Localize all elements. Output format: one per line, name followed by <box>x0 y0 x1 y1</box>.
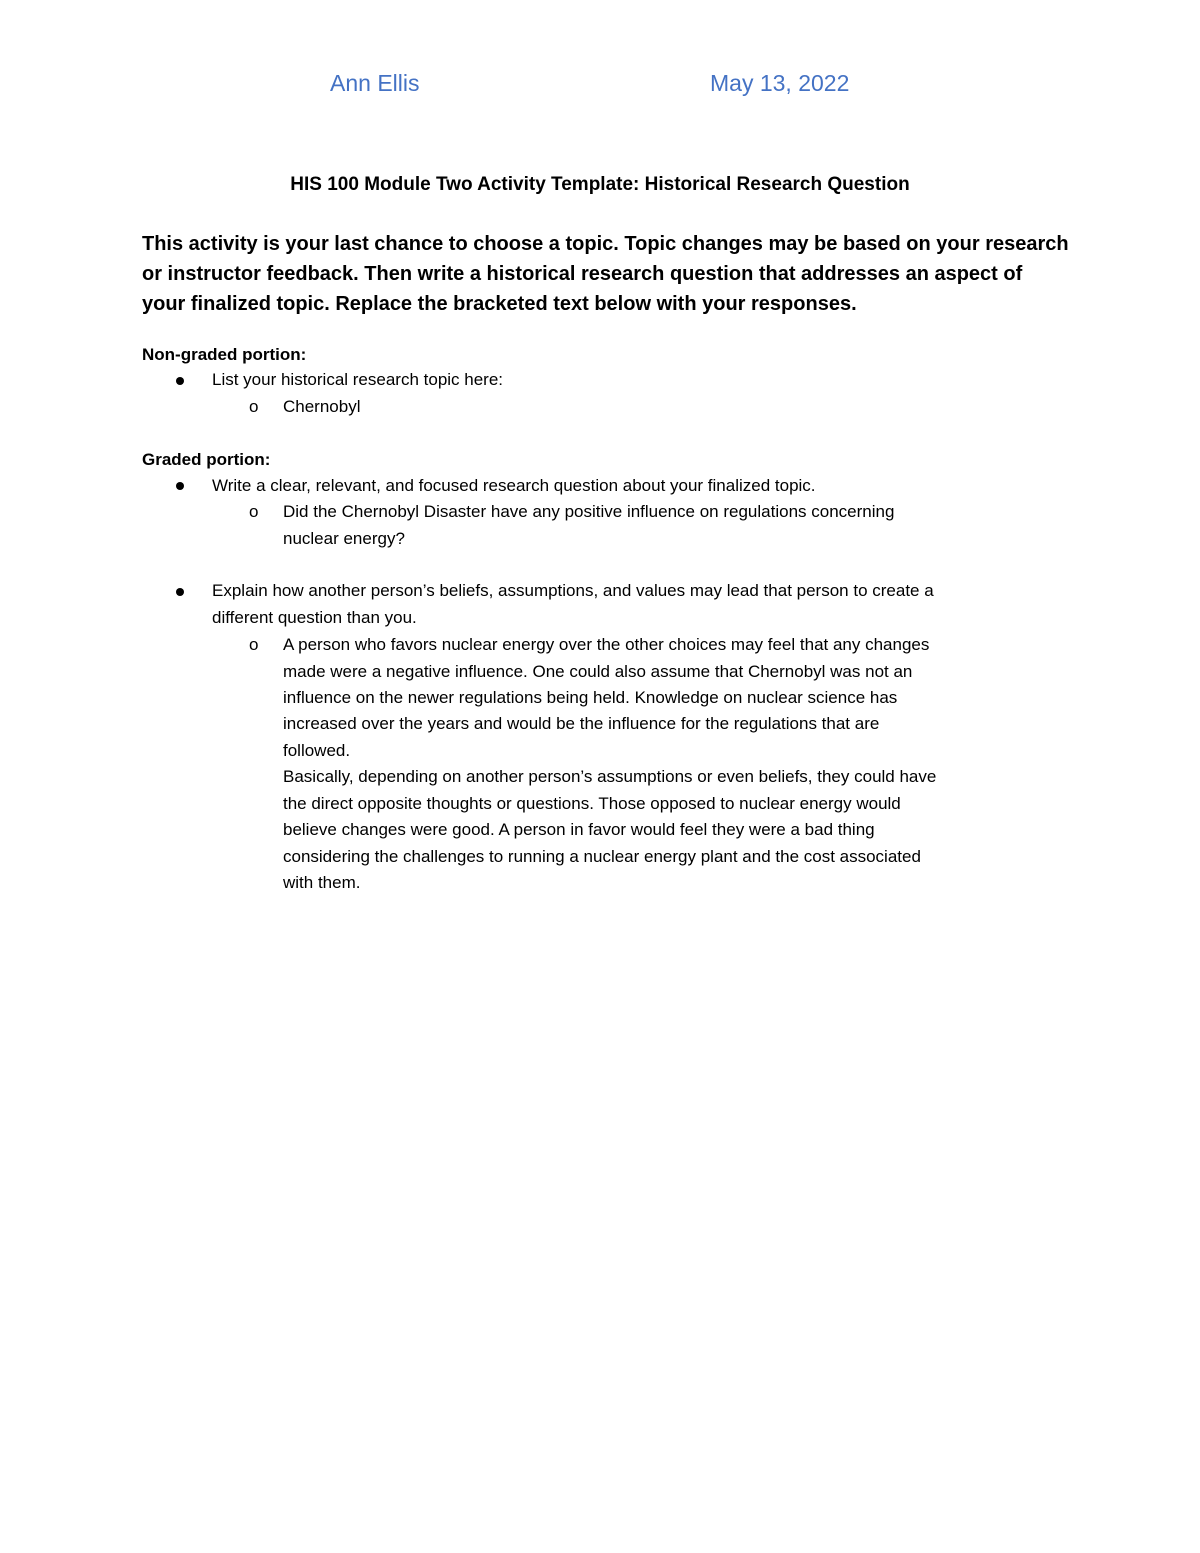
header-date: May 13, 2022 <box>710 70 850 96</box>
explanation-line: considering the challenges to running a nuclear energy plant and the cost associated <box>283 847 921 866</box>
intro-line: This activity is your last chance to choose a topic. Topic changes may be based on your research <box>142 233 1069 255</box>
bullet-icon <box>176 377 184 385</box>
graded-prompt-1: Write a clear, relevant, and focused research question about your finalized topic. <box>212 476 816 495</box>
intro-line: your finalized topic. Replace the bracketed text below with your responses. <box>142 293 857 315</box>
explanation-line: the direct opposite thoughts or questions. Those opposed to nuclear energy would <box>283 794 901 813</box>
explanation-line: influence on the newer regulations being held. Knowledge on nuclear science has <box>283 688 898 707</box>
sub-bullet-marker: o <box>249 502 259 521</box>
topic-answer: Chernobyl <box>283 397 361 416</box>
non-graded-heading: Non-graded portion: <box>142 345 307 364</box>
document-title: HIS 100 Module Two Activity Template: Historical Research Question <box>290 174 910 195</box>
explanation-line: increased over the years and would be the influence for the regulations that are <box>283 714 880 733</box>
explanation-line: A person who favors nuclear energy over the other choices may feel that any changes <box>283 635 930 654</box>
header-name: Ann Ellis <box>330 70 420 96</box>
explanation-line: followed. <box>283 741 351 760</box>
graded-heading: Graded portion: <box>142 450 271 469</box>
non-graded-prompt: List your historical research topic here: <box>212 370 504 389</box>
bullet-icon <box>176 482 184 490</box>
explanation-line: made were a negative influence. One could also assume that Chernobyl was not an <box>283 662 913 681</box>
bullet-icon <box>176 588 184 596</box>
graded-prompt-2-line: Explain how another person’s beliefs, assumptions, and values may lead that person to create a <box>212 581 934 600</box>
explanation-line: Basically, depending on another person’s assumptions or even beliefs, they could have <box>283 767 937 786</box>
explanation-line: believe changes were good. A person in favor would feel they were a bad thing <box>283 820 875 839</box>
explanation-line: with them. <box>283 873 361 892</box>
sub-bullet-marker: o <box>249 397 259 416</box>
sub-bullet-marker: o <box>249 635 259 654</box>
graded-prompt-2-line: different question than you. <box>212 608 417 627</box>
research-question-line: nuclear energy? <box>283 529 405 548</box>
intro-line: or instructor feedback. Then write a historical research question that addresses an aspect of <box>142 263 1023 285</box>
intro-paragraph <box>142 229 1072 319</box>
research-question-line: Did the Chernobyl Disaster have any positive influence on regulations concerning <box>283 502 895 521</box>
